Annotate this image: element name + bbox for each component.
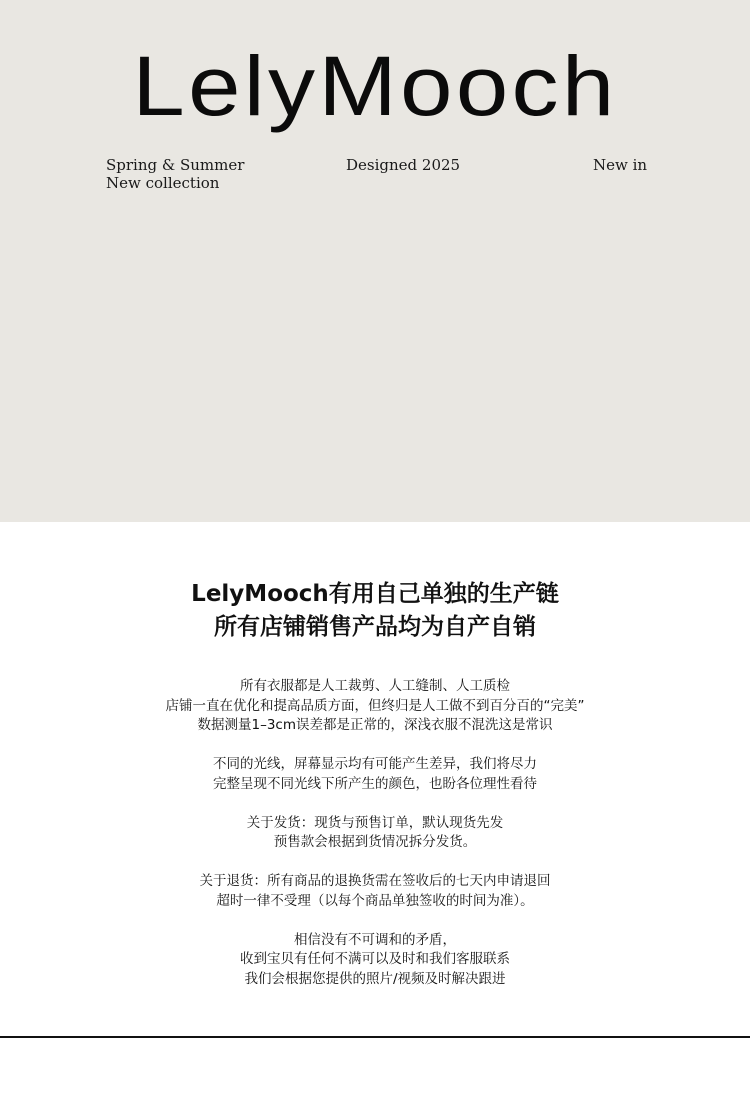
notice-body <box>0 677 750 1009</box>
service-paragraph <box>0 931 750 990</box>
text-line: 不同的光线，屏幕显示均有可能产生差异，我们将尽力 <box>213 756 537 772</box>
designed-year: Designed 2025 <box>346 156 461 174</box>
headline <box>0 578 750 644</box>
returns-paragraph <box>0 872 750 911</box>
text-line: 店铺一直在优化和提高品质方面，但终归是人工做不到百分百的“完美” <box>165 697 585 714</box>
text-line: 预售款会根据到货情况拆分发货。 <box>273 834 477 850</box>
brand-logo: LelyMooch <box>132 39 618 133</box>
quality-paragraph <box>0 677 750 736</box>
season-text: Spring & Summer <box>106 156 245 174</box>
headline-line: LelyMooch有用自己单独的生产链 <box>191 581 559 607</box>
text-line: 收到宝贝有任何不满可以及时和我们客服联系 <box>240 951 510 967</box>
collection-label <box>106 156 244 192</box>
text-line: 完整呈现不同光线下所产生的颜色，也盼各位理性看待 <box>213 775 537 792</box>
text-line: 相信没有不可调和的矛盾， <box>294 931 456 948</box>
color-paragraph <box>0 755 750 794</box>
text-line: 关于退货：所有商品的退换货需在签收后的七天内申请退回 <box>199 873 551 889</box>
new-in-label: New in <box>593 156 648 174</box>
shipping-paragraph <box>0 814 750 853</box>
headline-line: 所有店铺销售产品均为自产自销 <box>214 614 536 640</box>
text-line: 超时一律不受理（以每个商品单独签收的时间为准）。 <box>216 892 534 909</box>
hero-banner <box>0 0 750 522</box>
text-line: 所有衣服都是人工裁剪、人工缝制、人工质检 <box>240 678 510 694</box>
text-line: 我们会根据您提供的照片/视频及时解决跟进 <box>244 970 506 987</box>
divider <box>0 1036 750 1038</box>
text-line: 数据测量1–3cm误差都是正常的，深浅衣服不混洗这是常识 <box>197 717 553 733</box>
text-line: 关于发货：现货与预售订单，默认现货先发 <box>246 814 504 831</box>
collection-text: New collection <box>106 174 220 192</box>
